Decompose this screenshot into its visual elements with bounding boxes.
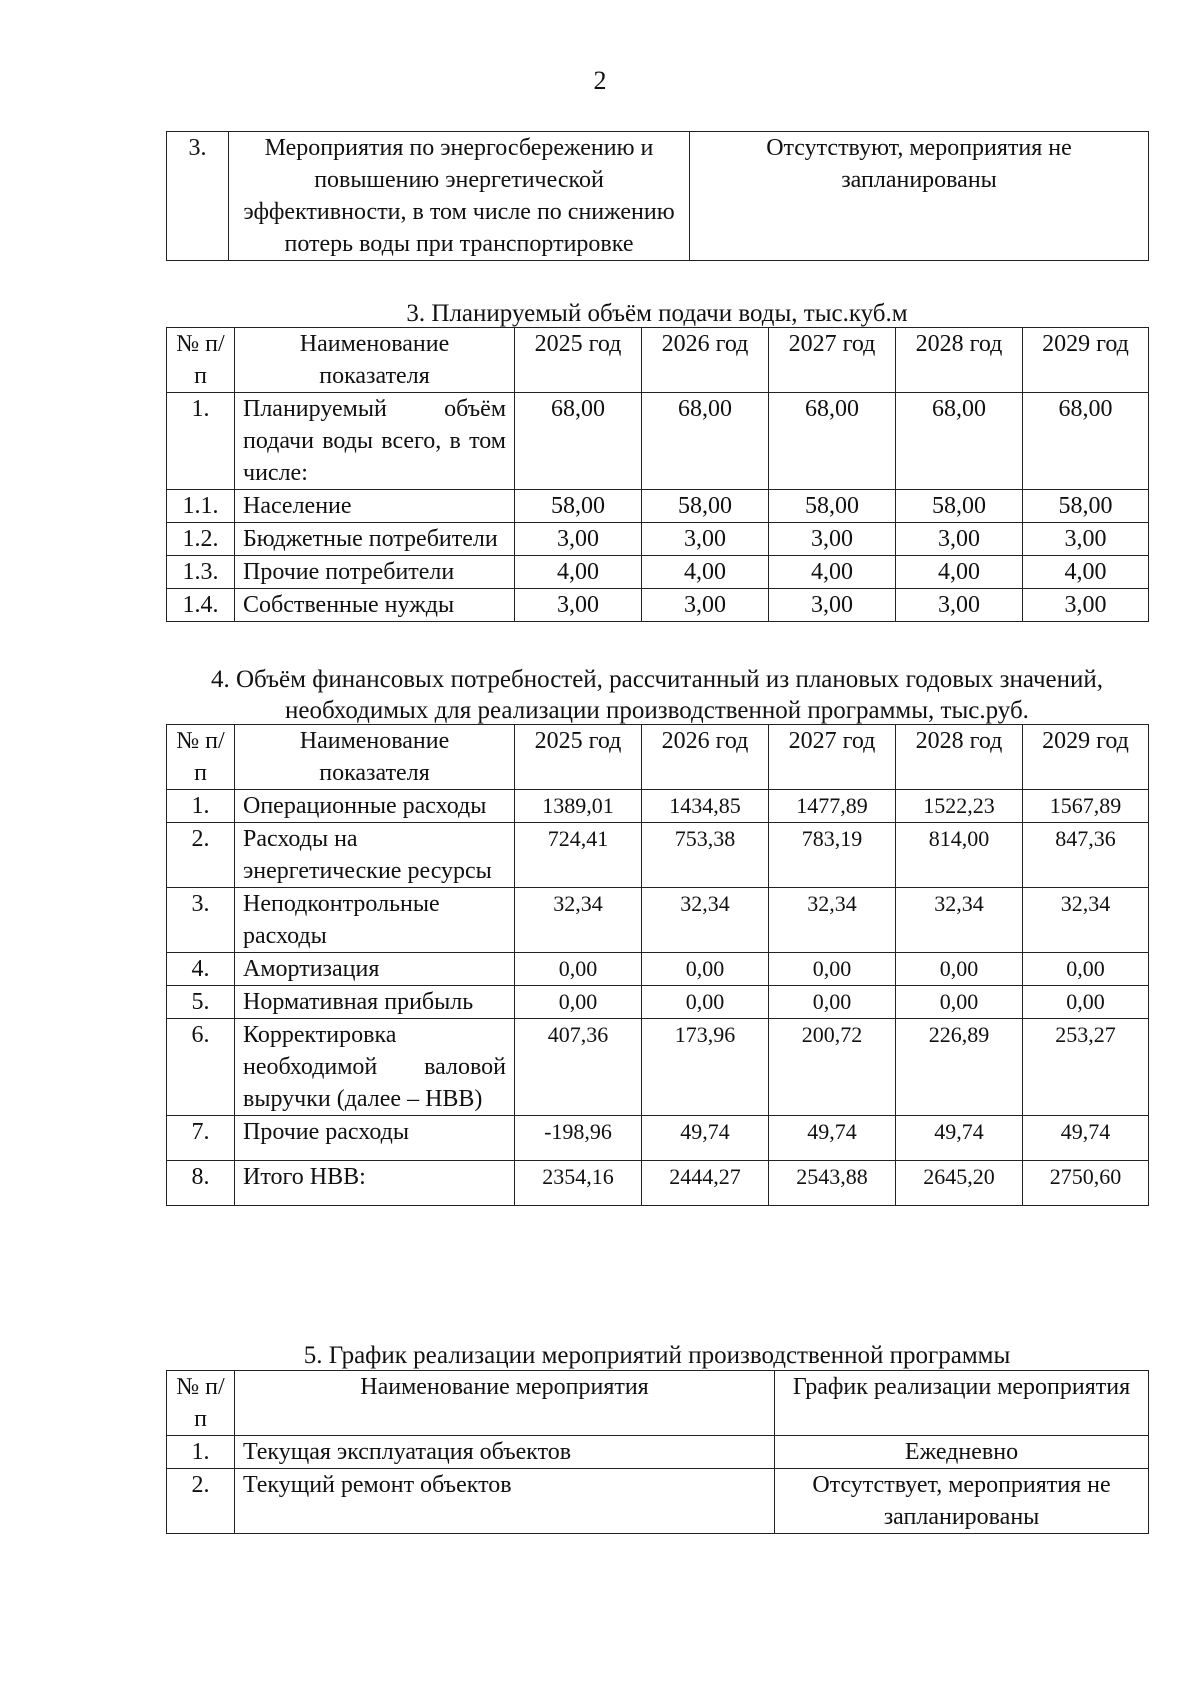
table-row — [167, 393, 1149, 490]
row-schedule: Отсутствует, мероприятия не запланированы — [775, 1469, 1149, 1534]
cell-value: 49,74 — [642, 1116, 769, 1161]
row-number: 1. — [167, 393, 235, 490]
column-header-number: № п/п — [167, 725, 235, 790]
table-row — [167, 1436, 1149, 1469]
cell-value: 68,00 — [769, 393, 896, 490]
cell-value: 0,00 — [1023, 953, 1149, 986]
cell-value: 253,27 — [1023, 1019, 1149, 1116]
column-header-year: 2029 год — [1023, 328, 1149, 393]
row-name: Собственные нужды — [235, 589, 515, 622]
row-name: Текущий ремонт объектов — [235, 1469, 775, 1534]
row-number: 1.4. — [167, 589, 235, 622]
column-header-name: Наименование показателя — [235, 725, 515, 790]
column-header-year: 2026 год — [642, 725, 769, 790]
cell-value: 4,00 — [769, 556, 896, 589]
row-name: Население — [235, 490, 515, 523]
measure-name: Мероприятия по энергосбережению и повышению энергетической эффективности, в том числе по снижению потерь воды при транспортировке — [229, 132, 690, 261]
cell-value: 4,00 — [896, 556, 1023, 589]
row-number: 1.3. — [167, 556, 235, 589]
cell-value: 32,34 — [515, 888, 642, 953]
row-number: 8. — [167, 1161, 235, 1206]
column-header-year: 2027 год — [769, 725, 896, 790]
row-number: 1. — [167, 790, 235, 823]
cell-value: 2444,27 — [642, 1161, 769, 1206]
section4-title: 4. Объём финансовых потребностей, рассчитанный из плановых годовых значений, необходимых для реализации производственной программы, тыс.руб. — [210, 666, 1104, 724]
cell-value: 2543,88 — [769, 1161, 896, 1206]
table-header-row — [167, 1371, 1149, 1436]
row-number: 1.1. — [167, 490, 235, 523]
cell-value: 3,00 — [896, 589, 1023, 622]
table-row — [167, 953, 1149, 986]
row-number: 3. — [167, 888, 235, 953]
table-row — [167, 986, 1149, 1019]
cell-value: 0,00 — [896, 953, 1023, 986]
row-name: Прочие потребители — [235, 556, 515, 589]
column-header-schedule: График реализации мероприятия — [775, 1371, 1149, 1436]
row-name: Бюджетные потребители — [235, 523, 515, 556]
cell-value: 3,00 — [769, 589, 896, 622]
cell-value: 32,34 — [769, 888, 896, 953]
cell-value: 783,19 — [769, 823, 896, 888]
column-header-name: Наименование мероприятия — [235, 1371, 775, 1436]
column-header-year: 2028 год — [896, 725, 1023, 790]
row-name: Планируемый объём подачи воды всего, в том числе: — [235, 393, 515, 490]
row-name: Корректировка необходимой валовой выручки (далее – НВВ) — [235, 1019, 515, 1116]
cell-value: 58,00 — [1023, 490, 1149, 523]
table-row — [167, 556, 1149, 589]
table-row — [167, 1161, 1149, 1206]
cell-value: 724,41 — [515, 823, 642, 888]
row-name: Прочие расходы — [235, 1116, 515, 1161]
cell-value: 2645,20 — [896, 1161, 1023, 1206]
row-number: 1.2. — [167, 523, 235, 556]
row-number: 5. — [167, 986, 235, 1019]
cell-value: 1477,89 — [769, 790, 896, 823]
table-header-row — [167, 725, 1149, 790]
column-header-year: 2028 год — [896, 328, 1023, 393]
cell-value: 0,00 — [515, 986, 642, 1019]
cell-value: 3,00 — [896, 523, 1023, 556]
table-row — [167, 523, 1149, 556]
column-header-year: 2025 год — [515, 725, 642, 790]
cell-value: 173,96 — [642, 1019, 769, 1116]
cell-value: 814,00 — [896, 823, 1023, 888]
measure-status: Отсутствуют, мероприятия не запланированы — [690, 132, 1149, 261]
table-row — [167, 589, 1149, 622]
cell-value: -198,96 — [515, 1116, 642, 1161]
cell-value: 0,00 — [769, 953, 896, 986]
row-name: Неподконтрольные расходы — [235, 888, 515, 953]
table-row — [167, 490, 1149, 523]
column-header-number: № п/п — [167, 1371, 235, 1436]
table-row — [167, 888, 1149, 953]
cell-value: 1389,01 — [515, 790, 642, 823]
cell-value: 4,00 — [515, 556, 642, 589]
column-header-year: 2025 год — [515, 328, 642, 393]
cell-value: 847,36 — [1023, 823, 1149, 888]
cell-value: 32,34 — [642, 888, 769, 953]
schedule-table — [166, 1370, 1149, 1534]
cell-value: 3,00 — [1023, 589, 1149, 622]
financial-needs-table — [166, 724, 1149, 1206]
cell-value: 3,00 — [642, 523, 769, 556]
cell-value: 49,74 — [1023, 1116, 1149, 1161]
cell-value: 0,00 — [769, 986, 896, 1019]
cell-value: 407,36 — [515, 1019, 642, 1116]
table-row — [167, 1469, 1149, 1534]
table-row — [167, 790, 1149, 823]
cell-value: 200,72 — [769, 1019, 896, 1116]
column-header-number: № п/п — [167, 328, 235, 393]
cell-value: 2750,60 — [1023, 1161, 1149, 1206]
cell-value: 3,00 — [642, 589, 769, 622]
cell-value: 0,00 — [642, 953, 769, 986]
row-number: 7. — [167, 1116, 235, 1161]
cell-value: 0,00 — [515, 953, 642, 986]
row-number: 3. — [167, 132, 229, 261]
row-name: Текущая эксплуатация объектов — [235, 1436, 775, 1469]
row-schedule: Ежедневно — [775, 1436, 1149, 1469]
cell-value: 68,00 — [896, 393, 1023, 490]
cell-value: 68,00 — [1023, 393, 1149, 490]
table-row — [167, 823, 1149, 888]
row-name: Итого НВВ: — [235, 1161, 515, 1206]
table-header-row — [167, 328, 1149, 393]
water-supply-table — [166, 327, 1149, 622]
cell-value: 68,00 — [642, 393, 769, 490]
table-row — [167, 1116, 1149, 1161]
row-number: 1. — [167, 1436, 235, 1469]
cell-value: 1434,85 — [642, 790, 769, 823]
row-number: 6. — [167, 1019, 235, 1116]
page-number: 2 — [593, 66, 607, 95]
cell-value: 1567,89 — [1023, 790, 1149, 823]
table-row — [167, 1019, 1149, 1116]
section5-title: 5. График реализации мероприятий производственной программы — [303, 1342, 1011, 1369]
row-name: Расходы на энергетические ресурсы — [235, 823, 515, 888]
cell-value: 58,00 — [642, 490, 769, 523]
cell-value: 2354,16 — [515, 1161, 642, 1206]
cell-value: 3,00 — [1023, 523, 1149, 556]
cell-value: 753,38 — [642, 823, 769, 888]
column-header-name: Наименование показателя — [235, 328, 515, 393]
column-header-year: 2027 год — [769, 328, 896, 393]
section3-title: 3. Планируемый объём подачи воды, тыс.куб.м — [406, 300, 908, 327]
row-name: Нормативная прибыль — [235, 986, 515, 1019]
cell-value: 226,89 — [896, 1019, 1023, 1116]
row-number: 2. — [167, 823, 235, 888]
cell-value: 58,00 — [896, 490, 1023, 523]
cell-value: 49,74 — [896, 1116, 1023, 1161]
row-number: 4. — [167, 953, 235, 986]
cell-value: 0,00 — [642, 986, 769, 1019]
cell-value: 3,00 — [769, 523, 896, 556]
energy-measures-table — [166, 131, 1149, 261]
column-header-year: 2029 год — [1023, 725, 1149, 790]
cell-value: 58,00 — [769, 490, 896, 523]
row-number: 2. — [167, 1469, 235, 1534]
cell-value: 68,00 — [515, 393, 642, 490]
row-name: Амортизация — [235, 953, 515, 986]
cell-value: 4,00 — [642, 556, 769, 589]
row-name: Операционные расходы — [235, 790, 515, 823]
column-header-year: 2026 год — [642, 328, 769, 393]
cell-value: 32,34 — [896, 888, 1023, 953]
cell-value: 3,00 — [515, 523, 642, 556]
cell-value: 0,00 — [1023, 986, 1149, 1019]
cell-value: 1522,23 — [896, 790, 1023, 823]
cell-value: 32,34 — [1023, 888, 1149, 953]
cell-value: 49,74 — [769, 1116, 896, 1161]
table-row — [167, 132, 1149, 261]
cell-value: 0,00 — [896, 986, 1023, 1019]
cell-value: 3,00 — [515, 589, 642, 622]
cell-value: 58,00 — [515, 490, 642, 523]
cell-value: 4,00 — [1023, 556, 1149, 589]
